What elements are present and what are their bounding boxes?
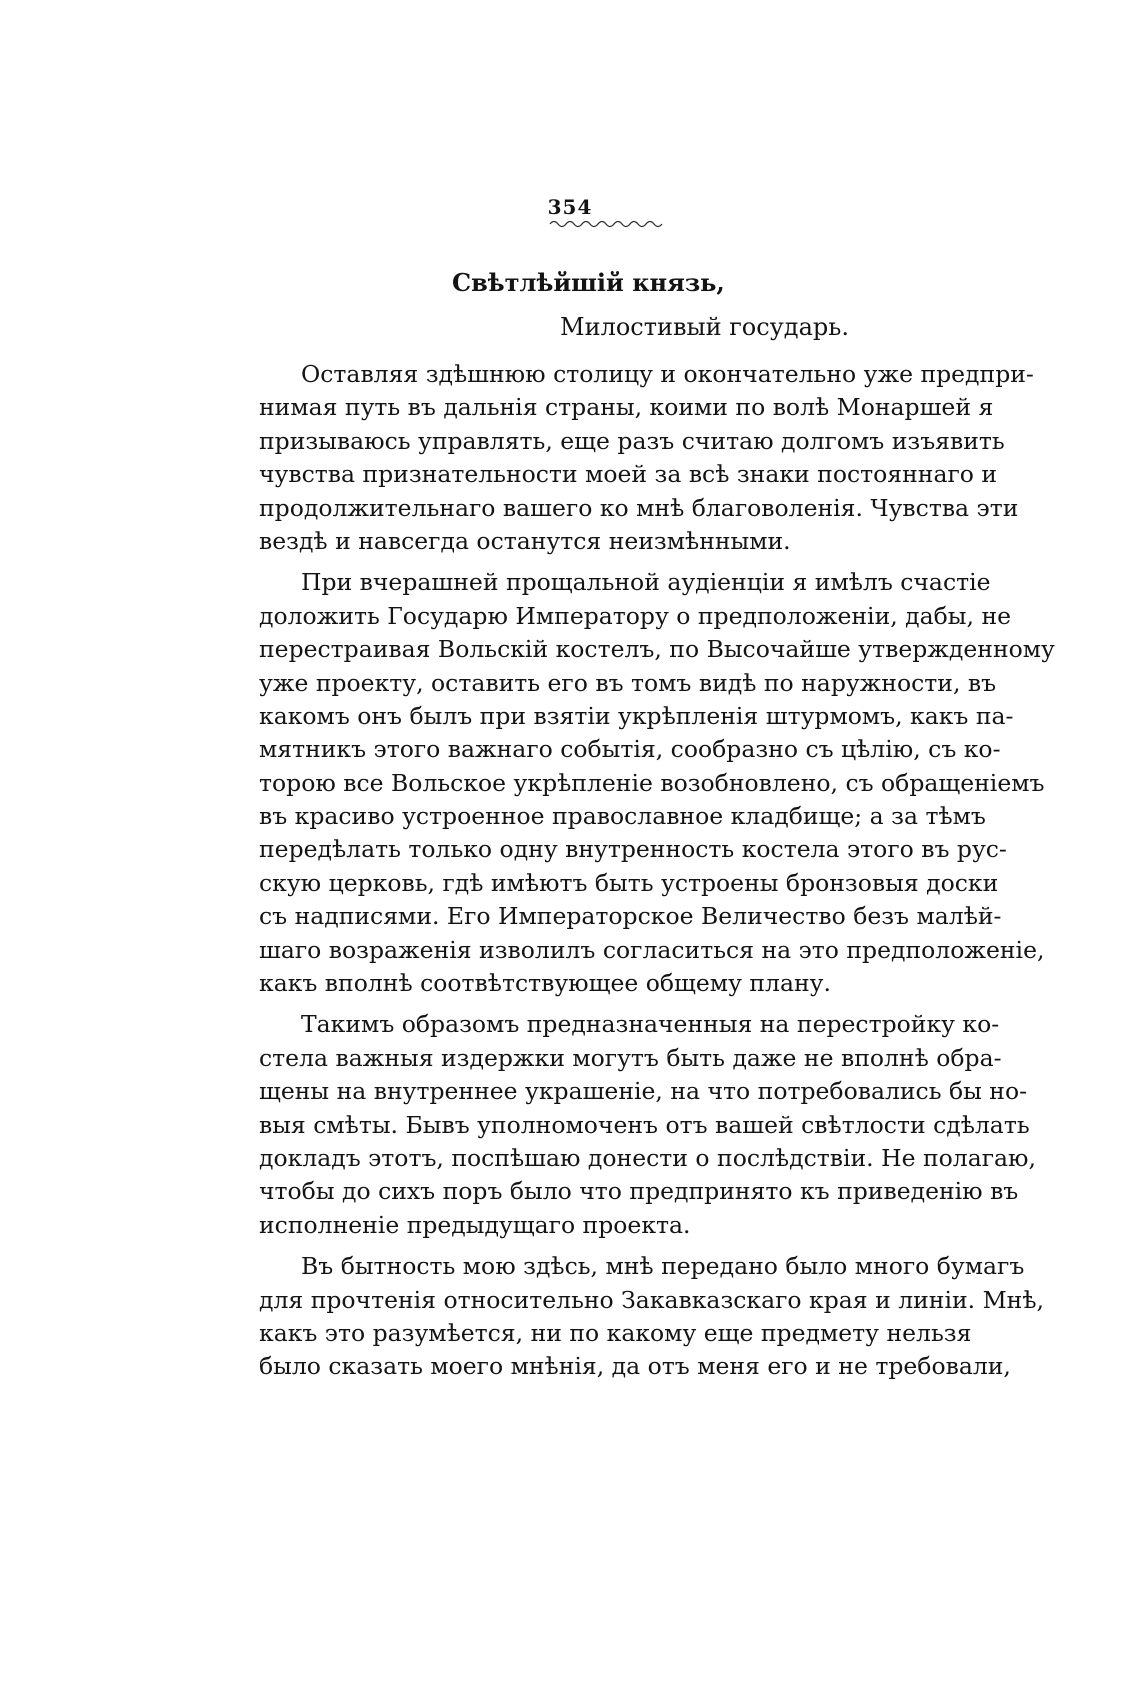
text-line: нимая путь въ дальнія страны, коими по волѣ Монаршей я — [259, 393, 994, 422]
text-line: для прочтенія относительно Закавказскаго края и линіи. Мнѣ, — [259, 1285, 1044, 1314]
text-line: щены на внутреннее украшеніе, на что потребовались бы но- — [259, 1077, 1028, 1106]
text-line: чувства признательности моей за всѣ знаки постояннаго и — [259, 460, 998, 489]
text-line: докладъ этотъ, поспѣшаю донести о послѣдствіи. Не полагаю, — [259, 1143, 1036, 1172]
text-line: чтобы до сихъ поръ было что предпринято къ приведенію въ — [259, 1177, 1019, 1206]
text-line: мятникъ этого важнаго событія, сообразно съ цѣлію, съ ко- — [259, 735, 1001, 764]
salutation-line-1: Свѣтлѣйшій князь, — [452, 268, 725, 297]
text-line: какъ вполнѣ соотвѣтствующее общему плану. — [259, 969, 831, 998]
text-line: шаго возраженія изволилъ согласиться на это предположеніе, — [259, 935, 1045, 964]
text-line: передѣлать только одну внутренность костела этого въ рус- — [259, 835, 1007, 864]
paragraph — [259, 1008, 1036, 1242]
text-line: исполненіе предыдущаго проекта. — [259, 1210, 691, 1239]
text-line: въ красиво устроенное православное кладбище; а за тѣмъ — [259, 802, 986, 831]
text-line: призываюсь управлять, еще разъ считаю долгомъ изъявить — [259, 426, 1005, 455]
text-line: Въ бытность мою здѣсь, мнѣ передано было много бумагъ — [301, 1252, 1025, 1281]
text-line: какъ это разумѣется, ни по какому еще предмету нельзя — [259, 1318, 972, 1347]
text-line: съ надписями. Его Императорское Величество безъ малѣй- — [259, 902, 1002, 931]
page-number: 354 — [547, 195, 593, 219]
text-line: торою все Вольское укрѣпленіе возобновлено, съ обращеніемъ — [259, 768, 1045, 797]
paragraph — [259, 566, 1055, 1000]
paragraph — [259, 1250, 1044, 1384]
text-line: выя смѣты. Бывъ уполномоченъ отъ вашей свѣтлости сдѣлать — [259, 1110, 1030, 1139]
text-line: уже проекту, оставить его въ томъ видѣ по наружности, въ — [259, 668, 997, 697]
text-line: продолжительнаго вашего ко мнѣ благоволенія. Чувства эти — [259, 493, 1019, 522]
text-line: Оставляя здѣшнюю столицу и окончательно уже предпри- — [301, 360, 1034, 388]
wavy-rule-icon — [548, 217, 668, 229]
salutation-line-2: Милостивый государь. — [560, 313, 849, 341]
text-line: стела важныя издержки могутъ быть даже не вполнѣ обра- — [259, 1043, 1002, 1072]
text-line: Такимъ образомъ предназначенныя на перестройку ко- — [301, 1010, 1000, 1039]
text-line: При вчерашней прощальной аудіенціи я имѣлъ счастіе — [301, 568, 991, 597]
text-line: было сказать моего мнѣнія, да отъ меня его и не требовали, — [259, 1352, 1011, 1381]
text-line: скую церковь, гдѣ имѣютъ быть устроены бронзовыя доски — [259, 868, 999, 897]
text-line: перестраивая Вольскій костелъ, по Высочайше утвержденному — [259, 635, 1055, 664]
letter-body — [259, 358, 1055, 1384]
text-line: доложить Государю Императору о предположеніи, дабы, не — [259, 601, 1012, 630]
paragraph — [259, 358, 1034, 558]
text-line: какомъ онъ былъ при взятіи укрѣпленія штурмомъ, какъ па- — [259, 701, 1014, 730]
text-line: вездѣ и навсегда останутся неизмѣнными. — [259, 526, 791, 555]
